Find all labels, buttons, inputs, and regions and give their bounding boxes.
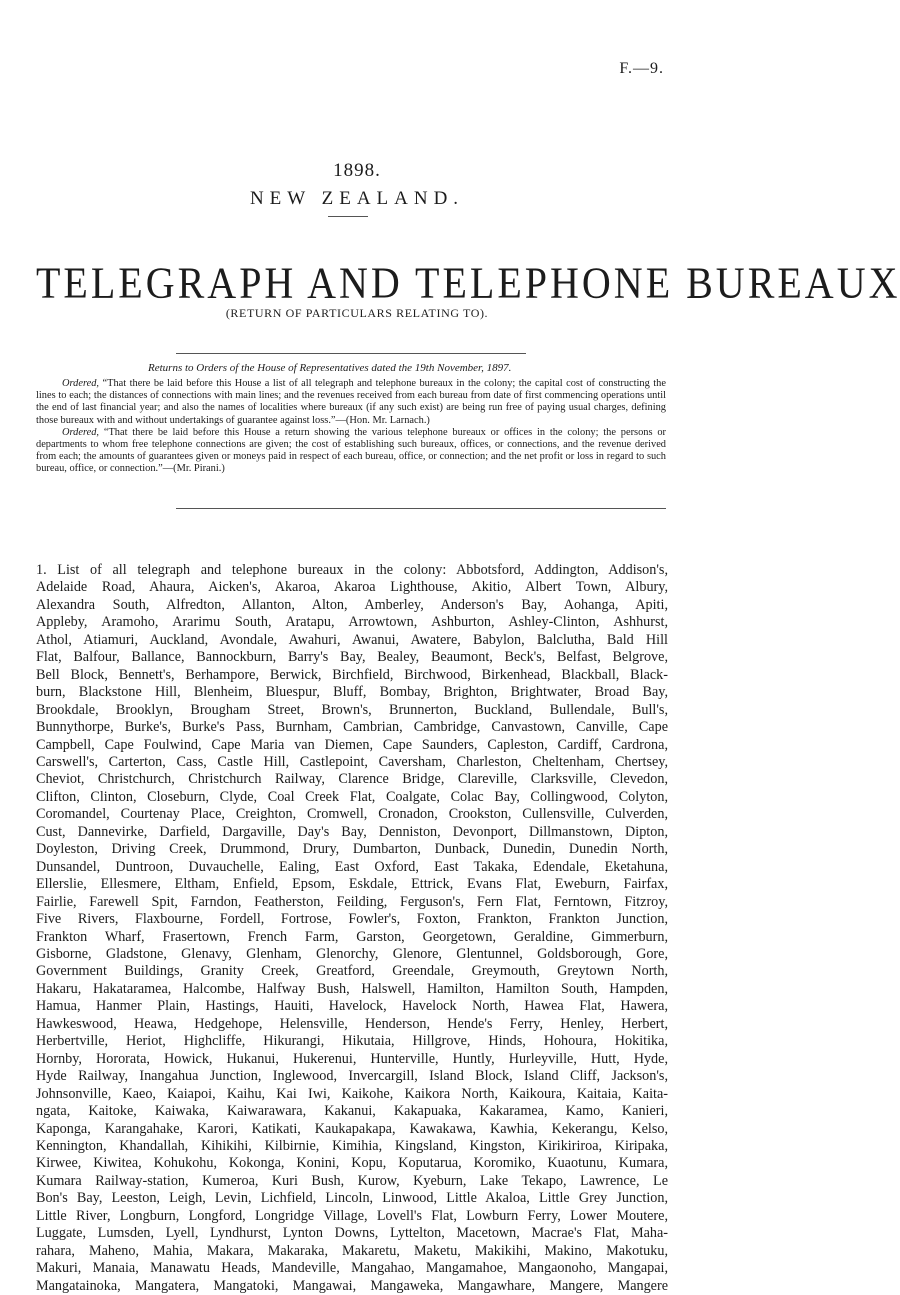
list-line: Brookdale, Brooklyn, Brougham Street, Brown's, Brunnerton, Buckland, Bullendale, Bull's, — [36, 701, 668, 718]
list-line: Mangatainoka, Mangatera, Mangatoki, Mangawai, Mangaweka, Mangawhare, Mangere, Mangere — [36, 1277, 668, 1294]
list-line: Bunnythorpe, Burke's, Burke's Pass, Burnham, Cambrian, Cambridge, Canvastown, Canville, Cape — [36, 719, 668, 736]
list-line: Makuri, Manaia, Manawatu Heads, Mandeville, Mangahao, Mangamahoe, Mangaonoho, Mangapai, — [36, 1260, 668, 1277]
list-line: Cheviot, Christchurch, Christchurch Railway, Clarence Bridge, Clareville, Clarksville, Clevedon, — [36, 771, 668, 788]
list-line: 1. List of all telegraph and telephone bureaux in the colony: Abbotsford, Addington, Addison's, — [36, 562, 668, 578]
order-text: “That there be laid before this House a list of all telegraph and telephone bureaux in the colony; the capital cost of constructing the lines to each; the distances of connections with main lines; and the revenues received from each bureau from date of first commencing operations until the end of last financial year; and also the names of localities where bureaux (if any such exist) are being run free of paying usual charges, defining those bureaux with and without undertakings of guarantee against loss.”—(Hon. Mr. Larnach.) — [36, 378, 666, 426]
order-lead: Ordered, — [62, 378, 100, 389]
list-line: burn, Blackstone Hill, Blenheim, Bluespur, Bluff, Bombay, Brighton, Brightwater, Broad Bay, — [36, 684, 668, 701]
list-line: Coromandel, Courtenay Place, Creighton, Cromwell, Cronadon, Crookston, Cullensville, Culverden, — [36, 806, 668, 823]
year-heading: 1898. — [333, 160, 381, 181]
list-line: Ellerslie, Ellesmere, Eltham, Enfield, Epsom, Eskdale, Ettrick, Evans Flat, Eweburn, Fairfax, — [36, 876, 668, 893]
document-title: TELEGRAPH AND TELEPHONE BUREAUX — [36, 257, 900, 308]
list-line: Kennington, Khandallah, Kihikihi, Kilbirnie, Kimihia, Kingsland, Kingston, Kirikiriroa, Kiripaka, — [36, 1137, 668, 1154]
list-line: Kirwee, Kiwitea, Kohukohu, Kokonga, Konini, Kopu, Koputarua, Koromiko, Kuaotunu, Kumara, — [36, 1155, 668, 1172]
list-line: rahara, Maheno, Mahia, Makara, Makaraka, Makaretu, Maketu, Makikihi, Makino, Makotuku, — [36, 1242, 668, 1259]
document-subtitle: (RETURN OF PARTICULARS RELATING TO). — [225, 306, 489, 320]
list-line: Hornby, Hororata, Howick, Hukanui, Hukerenui, Hunterville, Huntly, Hurleyville, Hutt, Hyde, — [36, 1050, 668, 1067]
divider-middle — [176, 353, 526, 354]
list-line: Luggate, Lumsden, Lyell, Lyndhurst, Lynton Downs, Lyttelton, Macetown, Macrae's Flat, Maha- — [36, 1225, 668, 1242]
list-line: Hawkeswood, Heawa, Hedgehope, Helensville, Henderson, Hende's Ferry, Henley, Herbert, — [36, 1015, 668, 1032]
list-line: Doyleston, Driving Creek, Drummond, Drury, Dumbarton, Dunback, Dunedin, Dunedin North, — [36, 841, 668, 858]
list-line: Little River, Longburn, Longford, Longridge Village, Lovell's Flat, Lowburn Ferry, Lower Moutere, — [36, 1207, 668, 1224]
divider-lower — [176, 508, 666, 509]
list-line: Carswell's, Carterton, Cass, Castle Hill, Castlepoint, Caversham, Charleston, Cheltenham, Chertsey, — [36, 753, 668, 770]
list-line: Cust, Dannevirke, Darfield, Dargaville, Day's Bay, Denniston, Devonport, Dillmanstown, Dipton, — [36, 823, 668, 840]
page-reference: F.—9. — [619, 60, 664, 77]
order-paragraph — [36, 378, 666, 427]
bureaux-list — [36, 562, 668, 1295]
orders-block — [36, 378, 666, 476]
list-line: ngata, Kaitoke, Kaiwaka, Kaiwarawara, Kakanui, Kakapuaka, Kakaramea, Kamo, Kanieri, — [36, 1103, 668, 1120]
list-line: Five Rivers, Flaxbourne, Fordell, Fortrose, Fowler's, Foxton, Frankton, Frankton Junction, — [36, 911, 668, 928]
list-line: Campbell, Cape Foulwind, Cape Maria van Diemen, Cape Saunders, Capleston, Cardiff, Cardrona, — [36, 736, 668, 753]
list-line: Adelaide Road, Ahaura, Aicken's, Akaroa, Akaroa Lighthouse, Akitio, Albert Town, Albury, — [36, 579, 668, 596]
list-line: Fairlie, Farewell Spit, Farndon, Featherston, Feilding, Ferguson's, Fern Flat, Ferntown, Fitzroy, — [36, 893, 668, 910]
list-line: Hamua, Hanmer Plain, Hastings, Hauiti, Havelock, Havelock North, Hawea Flat, Hawera, — [36, 998, 668, 1015]
country-heading: NEW ZEALAND. — [249, 188, 465, 209]
list-line: Kaponga, Karangahake, Karori, Katikati, Kaukapakapa, Kawakawa, Kawhia, Kekerangu, Kelso, — [36, 1120, 668, 1137]
list-line: Hakaru, Hakataramea, Halcombe, Halfway Bush, Halswell, Hamilton, Hamilton South, Hampden, — [36, 980, 668, 997]
list-line: Gisborne, Gladstone, Glenavy, Glenham, Glenorchy, Glenore, Glentunnel, Goldsborough, Gore, — [36, 945, 668, 962]
list-line: Athol, Atiamuri, Auckland, Avondale, Awahuri, Awanui, Awatere, Babylon, Balclutha, Bald Hill — [36, 631, 668, 648]
divider-short — [328, 216, 368, 217]
list-line: Flat, Balfour, Ballance, Bannockburn, Barry's Bay, Bealey, Beaumont, Beck's, Belfast, Belgrove, — [36, 649, 668, 666]
order-lead: Ordered, — [62, 426, 100, 438]
list-line: Clifton, Clinton, Closeburn, Clyde, Coal Creek Flat, Coalgate, Colac Bay, Collingwood, Colyton, — [36, 788, 668, 805]
list-line: Appleby, Aramoho, Ararimu South, Aratapu, Arrowtown, Ashburton, Ashley-Clinton, Ashhurst, — [36, 614, 668, 631]
list-line: Frankton Wharf, Frasertown, French Farm, Garston, Georgetown, Geraldine, Gimmerburn, — [36, 928, 668, 945]
returns-line: Returns to Orders of the House of Representatives dated the 19th November, 1897. — [148, 362, 512, 374]
order-paragraph — [36, 427, 666, 476]
list-line: Bell Block, Bennett's, Berhampore, Berwick, Birchfield, Birchwood, Birkenhead, Blackball, Black- — [36, 666, 668, 683]
order-text: “That there be laid before this House a return showing the various telephone bureaux or offices in the colony; the persons or departments to whom free telephone connections are given; the cost of establishing such bureaux, offices, or connections, and the revenue derived from each; the amounts of guarantees given or moneys paid in respect of each bureau, office, or connection; and the net profit or loss in regard to such bureau, office, or connection.”—(Mr. Pirani.) — [36, 426, 666, 475]
list-line: Government Buildings, Granity Creek, Greatford, Greendale, Greymouth, Greytown North, — [36, 963, 668, 980]
list-line: Alexandra South, Alfredton, Allanton, Alton, Amberley, Anderson's Bay, Aohanga, Apiti, — [36, 596, 668, 613]
list-line: Dunsandel, Duntroon, Duvauchelle, Ealing, East Oxford, East Takaka, Edendale, Eketahuna, — [36, 858, 668, 875]
list-line: Kumara Railway-station, Kumeroa, Kuri Bush, Kurow, Kyeburn, Lake Tekapo, Lawrence, Le — [36, 1172, 668, 1189]
list-line: Hyde Railway, Inangahua Junction, Inglewood, Invercargill, Island Block, Island Cliff, Jackson's, — [36, 1068, 668, 1085]
list-line: Johnsonville, Kaeo, Kaiapoi, Kaihu, Kai Iwi, Kaikohe, Kaikora North, Kaikoura, Kaitaia, Kaita- — [36, 1085, 668, 1102]
list-line: Herbertville, Heriot, Highcliffe, Hikurangi, Hikutaia, Hillgrove, Hinds, Hohoura, Hokitika, — [36, 1033, 668, 1050]
list-line: Bon's Bay, Leeston, Leigh, Levin, Lichfield, Lincoln, Linwood, Little Akaloa, Little Grey Junction, — [36, 1190, 668, 1207]
